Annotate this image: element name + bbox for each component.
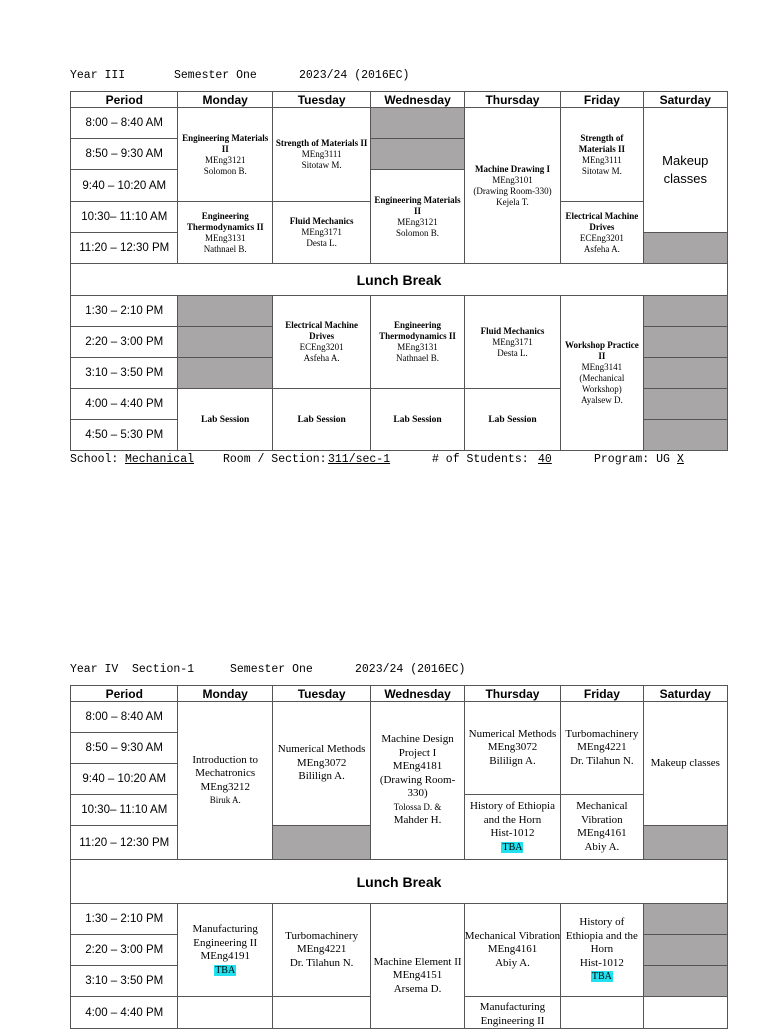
lab-session: Lab Session bbox=[178, 389, 272, 451]
lab-session: Lab Session bbox=[371, 389, 464, 451]
empty-slot bbox=[643, 233, 727, 264]
class-cell: Manufacturing Engineering II bbox=[464, 997, 560, 1029]
school-value: Mechanical bbox=[125, 453, 195, 466]
empty-slot bbox=[643, 420, 727, 451]
col-friday: Friday bbox=[561, 686, 643, 702]
t2-section: Section-1 bbox=[132, 663, 195, 676]
class-cell: History of Ethiopia and the Horn Hist-1012 TBA bbox=[464, 795, 560, 860]
period-cell: 10:30– 11:10 AM bbox=[71, 202, 178, 233]
class-cell: Introduction to Mechatronics MEng3212 Biruk A. bbox=[178, 702, 272, 860]
period-cell: 1:30 – 2:10 PM bbox=[71, 296, 178, 327]
lab-session: Lab Session bbox=[272, 389, 370, 451]
makeup-cell: Makeup classes bbox=[643, 702, 727, 826]
empty-slot bbox=[178, 327, 272, 358]
period-cell: 8:00 – 8:40 AM bbox=[71, 108, 178, 139]
empty-slot bbox=[643, 327, 727, 358]
program-mark: X bbox=[677, 453, 684, 466]
empty-slot bbox=[643, 389, 727, 420]
class-cell: Engineering Materials II MEng3121 Solomon B. bbox=[371, 170, 464, 264]
col-saturday: Saturday bbox=[643, 92, 727, 108]
students-label: # of Students: bbox=[432, 453, 529, 466]
period-cell: 4:50 – 5:30 PM bbox=[71, 420, 178, 451]
t1-year: Year III bbox=[70, 69, 126, 82]
empty-slot bbox=[272, 826, 370, 860]
period-cell: 10:30– 11:10 AM bbox=[71, 795, 178, 826]
period-cell: 3:10 – 3:50 PM bbox=[71, 358, 178, 389]
empty-slot bbox=[178, 358, 272, 389]
period-cell: 11:20 – 12:30 PM bbox=[71, 826, 178, 860]
empty-slot bbox=[643, 358, 727, 389]
students-value: 40 bbox=[538, 453, 552, 466]
tba-badge: TBA bbox=[591, 971, 612, 983]
class-cell: Fluid Mechanics MEng3171 Desta L. bbox=[464, 296, 560, 389]
class-cell: Engineering Materials II MEng3121 Solomon B. bbox=[178, 108, 272, 202]
empty-slot bbox=[178, 296, 272, 327]
col-thursday: Thursday bbox=[464, 92, 560, 108]
class-cell: Mechanical Vibration MEng4161 Abiy A. bbox=[561, 795, 643, 860]
col-tuesday: Tuesday bbox=[272, 686, 370, 702]
class-cell: History of Ethiopia and the Horn Hist-1012 TBA bbox=[561, 904, 643, 997]
col-monday: Monday bbox=[178, 92, 272, 108]
empty-slot bbox=[643, 826, 727, 860]
col-period: Period bbox=[71, 686, 178, 702]
col-wednesday: Wednesday bbox=[371, 92, 464, 108]
timetable-year-4 bbox=[70, 685, 728, 1029]
col-period: Period bbox=[71, 92, 178, 108]
empty-slot bbox=[643, 966, 727, 997]
class-cell: Fluid Mechanics MEng3171 Desta L. bbox=[272, 202, 370, 264]
class-cell: Engineering Thermodynamics II MEng3131 Nathnael B. bbox=[178, 202, 272, 264]
class-cell: Numerical Methods MEng3072 Bililign A. bbox=[464, 702, 560, 795]
t1-academic-year: 2023/24 (2016EC) bbox=[299, 69, 410, 82]
class-cell: Machine Drawing I MEng3101 (Drawing Room-330) Kejela T. bbox=[464, 108, 560, 264]
class-cell: Machine Design Project I MEng4181 (Drawing Room-330) Tolossa D. & Mahder H. bbox=[371, 702, 464, 860]
lunch-break: Lunch Break bbox=[71, 860, 728, 904]
room-label: Room / Section: bbox=[223, 453, 327, 466]
tba-badge: TBA bbox=[215, 964, 236, 976]
period-cell: 1:30 – 2:10 PM bbox=[71, 904, 178, 935]
school-label: School: bbox=[70, 453, 119, 466]
t2-academic-year: 2023/24 (2016EC) bbox=[355, 663, 466, 676]
period-cell: 9:40 – 10:20 AM bbox=[71, 170, 178, 202]
period-cell: 11:20 – 12:30 PM bbox=[71, 233, 178, 264]
class-cell: Electrical Machine Drives ECEng3201 Asfeha A. bbox=[272, 296, 370, 389]
period-cell: 4:00 – 4:40 PM bbox=[71, 389, 178, 420]
period-cell: 8:00 – 8:40 AM bbox=[71, 702, 178, 733]
empty-slot bbox=[643, 935, 727, 966]
class-cell: Engineering Thermodynamics II MEng3131 Nathnael B. bbox=[371, 296, 464, 389]
col-tuesday: Tuesday bbox=[272, 92, 370, 108]
col-monday: Monday bbox=[178, 686, 272, 702]
class-cell: Mechanical Vibration MEng4161 Abiy A. bbox=[464, 904, 560, 997]
period-cell: 2:20 – 3:00 PM bbox=[71, 935, 178, 966]
class-cell: Turbomachinery MEng4221 Dr. Tilahun N. bbox=[561, 702, 643, 795]
timetable-year-3 bbox=[70, 91, 728, 451]
class-cell: Electrical Machine Drives ECEng3201 Asfeha A. bbox=[561, 202, 643, 264]
period-cell: 8:50 – 9:30 AM bbox=[71, 733, 178, 764]
class-cell: Manufacturing Engineering II MEng4191 TBA bbox=[178, 904, 272, 997]
col-saturday: Saturday bbox=[643, 686, 727, 702]
empty-slot bbox=[371, 108, 464, 139]
period-cell: 4:00 – 4:40 PM bbox=[71, 997, 178, 1029]
t1-semester: Semester One bbox=[174, 69, 257, 82]
col-thursday: Thursday bbox=[464, 686, 560, 702]
class-cell: Workshop Practice II MEng3141 (Mechanical Workshop) Ayalsew D. bbox=[561, 296, 643, 451]
t2-semester: Semester One bbox=[230, 663, 313, 676]
class-cell: Numerical Methods MEng3072 Bililign A. bbox=[272, 702, 370, 826]
empty-slot bbox=[371, 139, 464, 170]
room-value: 311/sec-1 bbox=[328, 453, 391, 466]
program-label: Program: UG bbox=[594, 453, 670, 466]
empty-slot bbox=[643, 296, 727, 327]
col-wednesday: Wednesday bbox=[371, 686, 464, 702]
period-cell: 9:40 – 10:20 AM bbox=[71, 764, 178, 795]
period-cell: 3:10 – 3:50 PM bbox=[71, 966, 178, 997]
class-cell: Machine Element II MEng4151 Arsema D. bbox=[371, 904, 464, 1029]
t2-year: Year IV bbox=[70, 663, 119, 676]
period-cell: 8:50 – 9:30 AM bbox=[71, 139, 178, 170]
empty-slot bbox=[643, 904, 727, 935]
makeup-cell: Makeup classes bbox=[643, 108, 727, 233]
col-friday: Friday bbox=[561, 92, 643, 108]
class-cell: Turbomachinery MEng4221 Dr. Tilahun N. bbox=[272, 904, 370, 997]
class-cell: Strength of Materials II MEng3111 Sitotaw M. bbox=[272, 108, 370, 202]
tba-badge: TBA bbox=[502, 841, 523, 853]
period-cell: 2:20 – 3:00 PM bbox=[71, 327, 178, 358]
class-cell: Strength of Materials II MEng3111 Sitotaw M. bbox=[561, 108, 643, 202]
lab-session: Lab Session bbox=[464, 389, 560, 451]
lunch-break: Lunch Break bbox=[71, 264, 728, 296]
